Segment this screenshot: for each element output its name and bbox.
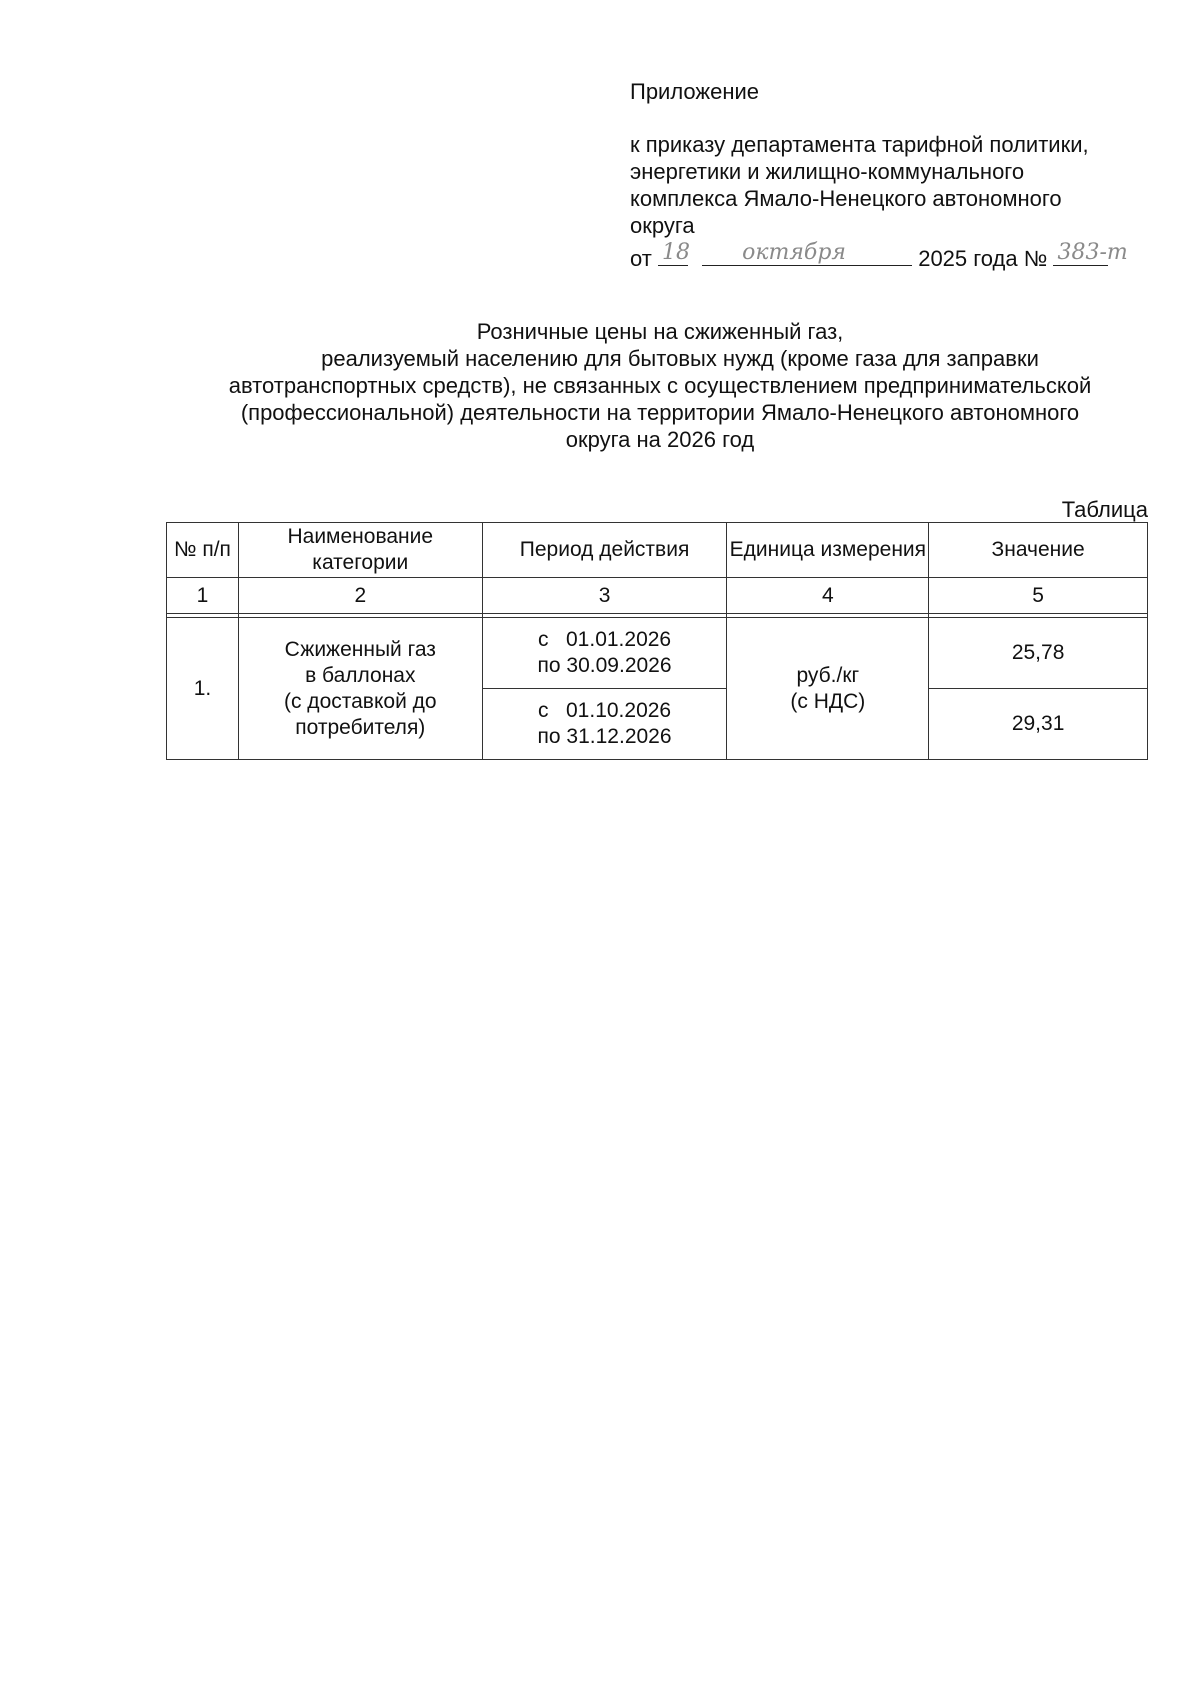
order-year-text: 2025 года № — [918, 246, 1048, 271]
appendix-line: округа — [630, 213, 695, 238]
order-date-line — [630, 240, 1150, 277]
column-number: 1 — [167, 578, 239, 614]
column-number: 4 — [727, 578, 929, 614]
order-month-field — [702, 240, 912, 266]
handwritten-day: 18 — [661, 240, 690, 265]
period-cell — [482, 618, 727, 689]
row-number: 1. — [167, 618, 239, 760]
unit-cell — [727, 618, 929, 760]
appendix-line: к приказу департамента тарифной политики, — [630, 132, 1089, 157]
table-header-row — [167, 523, 1148, 578]
handwritten-month: октября — [742, 240, 846, 265]
header-value: Значение — [991, 538, 1085, 561]
header-category: Наименование категории — [287, 525, 434, 574]
header-cell — [727, 523, 929, 578]
period-cell — [482, 689, 727, 760]
category-line: потребителя) — [295, 715, 426, 739]
unit-line: (с НДС) — [790, 689, 866, 713]
appendix-block — [630, 78, 1150, 277]
order-from-label: от — [630, 246, 652, 271]
appendix-line: энергетики и жилищно-коммунального — [630, 159, 1025, 184]
period-from: с 01.10.2026 — [538, 699, 672, 722]
category-line: Сжиженный газ — [284, 637, 436, 661]
category-line: в баллонах — [305, 663, 416, 687]
header-cell — [482, 523, 727, 578]
handwritten-number: 383-т — [1057, 240, 1128, 265]
period-to: по 31.12.2026 — [537, 725, 672, 748]
appendix-title: Приложение — [630, 79, 760, 104]
table-label: Таблица — [1061, 497, 1148, 522]
title-line: округа на 2026 год — [565, 427, 755, 452]
column-number-row — [167, 578, 1148, 614]
row-category — [238, 618, 482, 760]
order-number-field — [1053, 240, 1128, 266]
period-from: с 01.01.2026 — [538, 628, 672, 651]
value-cell: 29,31 — [929, 689, 1148, 760]
header-cell — [238, 523, 482, 578]
title-line: реализуемый населению для бытовых нужд (кроме газа для заправки — [321, 346, 1039, 371]
prices-table — [166, 522, 1148, 760]
title-line: (профессиональной) деятельности на территории Ямало-Ненецкого автономного — [240, 400, 1080, 425]
header-cell — [167, 523, 239, 578]
table-row — [167, 618, 1148, 689]
appendix-line: комплекса Ямало-Ненецкого автономного — [630, 186, 1062, 211]
header-cell — [929, 523, 1148, 578]
header-number: № п/п — [173, 538, 231, 561]
title-line: автотранспортных средств), не связанных с осуществлением предпринимательской — [228, 373, 1092, 398]
column-number: 2 — [238, 578, 482, 614]
value-cell: 25,78 — [929, 618, 1148, 689]
period-to: по 30.09.2026 — [537, 654, 672, 677]
column-number: 5 — [929, 578, 1148, 614]
header-unit: Единица измерения — [729, 538, 927, 561]
unit-line: руб./кг — [796, 663, 860, 687]
document-title — [160, 318, 1160, 453]
title-line: Розничные цены на сжиженный газ, — [476, 319, 844, 344]
column-number: 3 — [482, 578, 727, 614]
order-day-field — [658, 240, 690, 266]
header-period: Период действия — [519, 538, 690, 561]
category-line: (с доставкой до — [283, 689, 437, 713]
